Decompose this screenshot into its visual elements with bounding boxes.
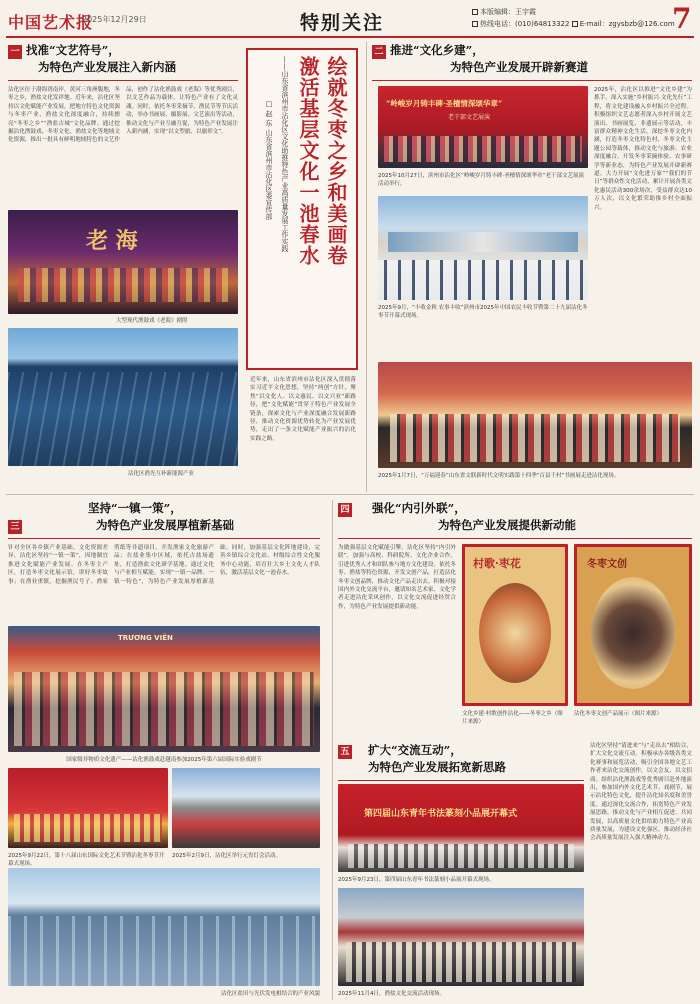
poster-title: 冬枣文创 [587, 559, 627, 570]
crowd-graphic [348, 844, 574, 868]
checkbox-icon [472, 9, 478, 15]
section-number: 三 [8, 520, 22, 534]
photo-senior-performance [378, 86, 588, 168]
stage-graphic [388, 232, 578, 252]
poster-title: 村歌·枣花 [473, 557, 521, 570]
banner-subtext: 老干部文艺展演 [448, 114, 491, 121]
contact-block [472, 6, 675, 30]
feature-intro: 近年来，山东省滨州市沾化区深入贯彻落实习近平文化思想，坚持“两创”方针，聚焦“以文化人、以文惠民、以文兴业”新路径，把“文化赋能”贯穿于特色产业发展全链条，探索文化与产业深度融合发展新路径，推动文化资源优势转化为产业发展优势，走出了一条文化赋能产业振兴的沾化实践之路。 [250, 377, 356, 442]
column-divider [332, 500, 333, 1000]
opera-title-overlay: 老 海 [86, 228, 138, 254]
section2-header [372, 42, 692, 76]
email-line: E-mail：zgysbzb@126.com [579, 20, 675, 28]
section4-body: 为做强基层文化赋能引擎，沾化区坚持“内引外联”，加强与高校、科研院所、文化企业合作，引进优秀人才和团队参与地方文化建设。依托冬枣、渔盐等特色资源，开发文创产品，打造沾化冬枣文创品牌，推动文化产品走出去。积极对接国内外文化交流平台，邀请知名艺术家、文化学者走进沾化采风创作，以文化交流促进经贸合作，为特色产业发展提供新动能。 [338, 545, 456, 610]
section4-header [338, 500, 692, 534]
photo-lantern-festival [172, 768, 320, 848]
feature-title-1: 绘就冬枣之乡和美画卷 [324, 56, 348, 266]
feature-box [246, 48, 358, 370]
photo-calligraphy-event [378, 362, 692, 468]
section-title-line2: 为特色产业发展厚植新基础 [96, 518, 235, 532]
section5-body: 沾化区坚持“请进来”与“走出去”相结合，扩大文化交流互动。积极承办各级各类文化赛事和展览活动，吸引全国各地文艺工作者来沾化交流创作，以文会友、以文招商。组织沾化渔鼓戏等优秀剧目赴外地演出，参加国内外文化艺术节、戏剧节，展示沾化特色文化，提升沾化知名度和美誉度。通过深化交流合作，拓宽特色产业发展思路，推动文化与产业相互促进、共同发展，以高质量文化供给助力特色产业高质量发展，为建设文化强区、推动经济社会高质量发展注入强大精神动力。 [590, 743, 692, 842]
section3-photo4-caption: 沾化区盐田与光伏发电相结合的产业风貌 [220, 991, 320, 997]
section-title-line2: 为特色产业发展拓宽新思路 [368, 760, 506, 774]
row-divider [6, 494, 694, 495]
poster-jujube-culture [574, 544, 692, 706]
photo-vietnam-troupe [8, 626, 320, 752]
poster-illustration [479, 583, 551, 683]
section-title-line2: 为特色产业发展提供新动能 [438, 518, 576, 532]
section-rule [372, 80, 692, 81]
section-title-line1: 坚持“一镇一策”， [88, 501, 182, 515]
section-rule [8, 538, 320, 539]
header-rule [6, 36, 694, 38]
section-title: 特别关注 [300, 12, 385, 34]
section3-photo2-caption: 2025年9月22日，第十八届山东国际文化艺术节暨沾化冬枣节开幕式现场。 [8, 853, 165, 867]
feature-byline: □ 赵 东 山东省滨州市沾化区委宣传部 [265, 100, 273, 220]
section2-photo2-caption: 2025年9月，“丰收金秋 农事丰收”滨州市2025年中国农民丰收节暨第二十九届沾化冬枣节开幕式现场。 [378, 305, 588, 319]
performers-graphic [18, 268, 228, 302]
feature-title-2: 激活基层文化一池春水 [296, 56, 320, 266]
section-rule [8, 80, 238, 81]
section2-body: 2025年，沾化区以推进“文化乡建”为抓手，深入实施“乡村振兴·文化先行”工程，将文化建设融入乡村振兴全过程。积极组织文艺志愿者深入乡村开展文艺演出、书画展览、非遗展示等活动，丰富群众精神文化生活。深挖冬枣文化内涵，打造冬枣文化特色村、冬枣文化主题公园等载体，推动文化与旅游、农业深度融合，开发冬枣采摘体验、农事研学等新业态，为特色产业发展开辟新赛道。大力开展“文化进万家”“我们的节日”等群众性文化活动，累计开展各类文化惠民活动300余场次，受益群众达10万人次，以文化繁荣助推乡村全面振兴。 [594, 87, 692, 211]
section4-photo2-caption: 沾化冬枣文创产品展示（图片来源） [574, 711, 663, 717]
section1-body: 沾化区位于渤海湾南岸，黄河三角洲腹地，冬枣之乡，渔盐文化发祥地。近年来，沾化区坚持以文化赋能产业发展，把地方特色文化资源与冬枣产业、渔盐文化深度融合，持续擦亮“冬枣之乡”“渔盐古城”文化品牌。通过挖掘沾化渔鼓戏、冬枣文化、渔盐文化等地域文化资源，推出一批具有鲜明地域特色的文艺作品，创作了沾化渔鼓戏《老海》等优秀剧目，以文艺作品为载体，让特色产业有了文化灵魂。同时，依托冬枣采摘节、渔民节等节庆活动，举办书画展、摄影展、文艺演出等活动，推动文化与产业互融互促，为特色产业发展注入新内涵，实现“以文塑旅、以旅彰文”。 [8, 87, 238, 144]
section2-photo1-caption: 2025年10月27日，滨州市沾化区“岭峻岁月铸丰碑·圣檀情深颂华章”老干部文艺展演活动举行。 [378, 173, 584, 187]
crowd-graphic [390, 414, 680, 462]
banner-text: “岭峻岁月铸丰碑·圣檀情深颂华章” [386, 99, 503, 108]
photo-calligraphy-opening [338, 784, 584, 872]
photo-arts-festival [8, 768, 168, 848]
section-number: 一 [8, 45, 22, 59]
performers-graphic [384, 136, 582, 162]
section-number: 四 [338, 503, 352, 517]
section-title-line2: 为特色产业发展注入新内涵 [38, 60, 176, 74]
solar-panels-graphic [8, 372, 238, 466]
section-rule [338, 780, 584, 781]
photo1-caption: 大型现代渔鼓戏《老海》剧照 [116, 318, 188, 324]
banner-text: 第四届山东青年书法篆刻小品展开幕式 [364, 809, 518, 819]
masthead-logo: 中国艺术报 [8, 13, 94, 32]
photo-solar-saltfield [8, 328, 238, 466]
section-title-line1: 找准“文艺符号”， [26, 43, 120, 57]
section4-photo1-caption: 文化乡建·村歌创作沾化——冬枣之乡（图片来源） [462, 711, 563, 725]
photo-harvest-festival [378, 196, 588, 300]
phone-line: 热线电话：(010)64813322 [480, 20, 570, 28]
editor-line: 本版编辑：王宇霞 [480, 8, 536, 16]
poster-village-song [462, 544, 568, 706]
section3-body: 针对全区各乡镇产业基础、文化资源差异，沾化区坚持“一镇一策”，因地制宜推进文化赋能产业发展。在冬枣主产区，打造冬枣文化展示馆，讲好冬枣故事；在渔业重镇，挖掘渔民号子、渔家剪纸等非遗项目，开发渔家文化旅游产品；在盐业集中区域，依托古盐场遗址，打造渔盐文化研学基地。通过文化与产业相互赋能，实现“一镇一品牌、一镇一特色”，为特色产业发展厚植新基础。同时，加强基层文化阵地建设，完善乡镇综合文化站、村级综合性文化服务中心功能，培育壮大乡土文化人才队伍，激活基层文化一池春水。 [8, 545, 320, 585]
photo2-caption: 沾化区渔光互补新能源产业 [128, 471, 195, 477]
crowd-graphic [346, 942, 576, 982]
section-number: 二 [372, 45, 386, 59]
checkbox-icon [572, 21, 578, 27]
stage-banner-text: TRƯƠNG VIÊN [118, 634, 173, 642]
section-title-line2: 为特色产业发展开辟新赛道 [450, 60, 588, 74]
checkbox-icon [472, 21, 478, 27]
section5-photo1-caption: 2025年9月23日，第四届山东青年书法篆刻小品展开幕式现场。 [338, 877, 495, 883]
poster-illustration [591, 577, 675, 689]
photo-salt-pv [8, 868, 320, 986]
photo-salt-culture-exchange [338, 888, 584, 986]
column-divider [366, 42, 367, 492]
section5-header [338, 742, 598, 776]
page-number: 7 [672, 2, 692, 35]
section3-header [8, 500, 308, 534]
section-title-line1: 扩大“交流互动”， [368, 743, 462, 757]
crowd-graphic [378, 260, 588, 300]
section1-header [8, 42, 238, 76]
section2-photo3-caption: 2025年1月7日，“万福迎春”山东省文联新时代文明实践第十四季“百县千村”书画展走进沾化现场。 [378, 473, 620, 479]
performers-graphic [14, 814, 162, 842]
section-title-line1: 强化“内引外联”， [372, 501, 466, 515]
feature-subtitle: ——山东省滨州市沾化区文化助推特色产业高质量发展工作实践 [281, 56, 289, 252]
salt-fields-graphic [8, 916, 320, 986]
photo-opera-stage [8, 210, 238, 314]
issue-date: 2025年12月29日 [82, 15, 147, 24]
section-title-line1: 推进“文化乡建”， [390, 43, 484, 57]
performers-graphic [14, 672, 314, 746]
section3-photo3-caption: 2025年2月9日，沾化区举行元宵灯会活动。 [172, 853, 281, 859]
section-number: 五 [338, 745, 352, 759]
section5-photo2-caption: 2025年11月4日，渔盐文化交流活动现场。 [338, 991, 445, 997]
section-rule [338, 538, 692, 539]
section3-photo1-caption: 国家级非物质文化遗产——沾化渔鼓戏赴越南参加2025年第六届国际实验戏剧节 [66, 757, 262, 763]
